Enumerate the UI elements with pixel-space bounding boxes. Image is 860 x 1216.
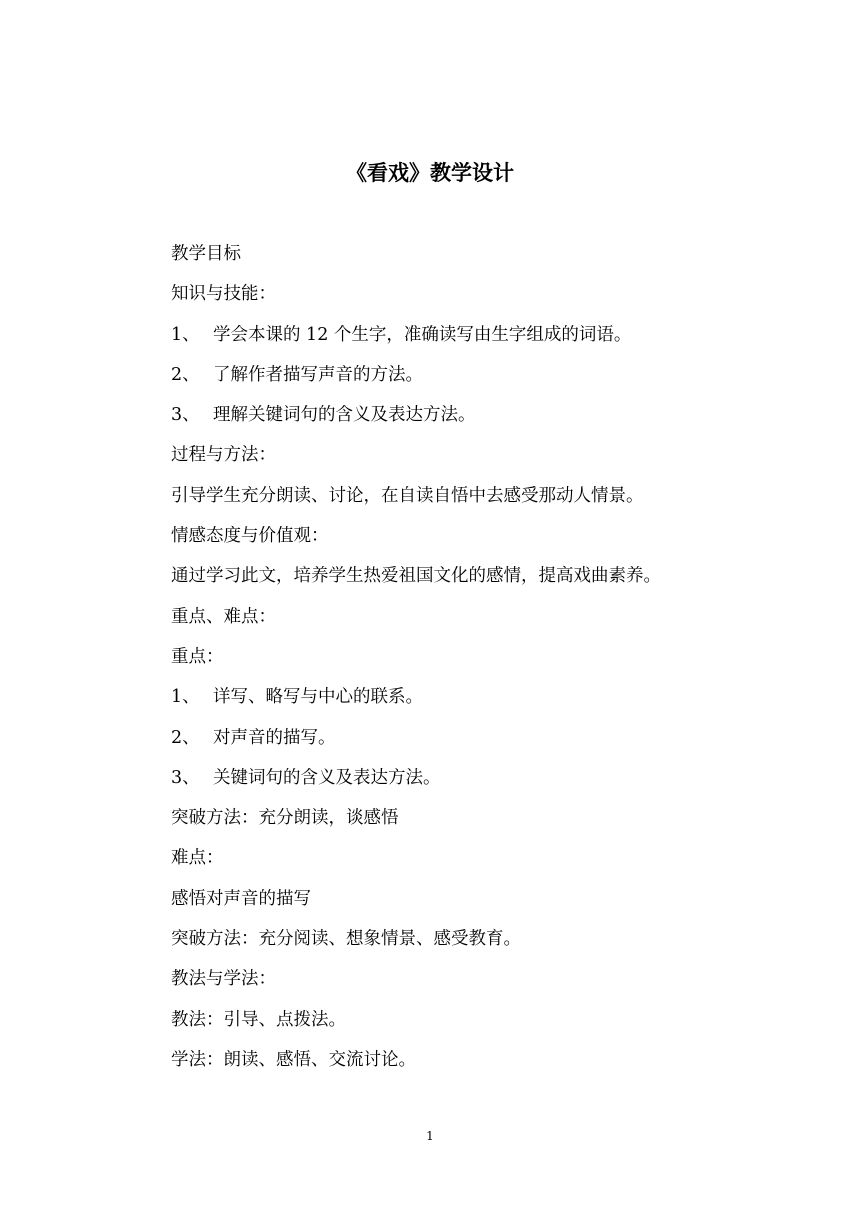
list-number: 3、 — [171, 767, 200, 788]
line-text: 教学目标 — [171, 244, 241, 264]
document-title: 《看戏》教学设计 — [346, 161, 514, 185]
subheading-difficulty — [171, 844, 771, 884]
paragraph — [171, 925, 771, 965]
list-number: 3、 — [171, 405, 200, 426]
list-number: 1、 — [171, 687, 200, 708]
paragraph — [171, 562, 771, 602]
line-text: 知识与技能： — [171, 284, 276, 305]
document-body — [171, 240, 771, 1086]
subheading-process-method — [171, 441, 771, 481]
list-item — [171, 683, 771, 723]
section-heading-objectives — [171, 240, 771, 280]
list-number: 1、 — [171, 324, 200, 345]
line-text: 对声音的描写。 — [213, 727, 336, 748]
line-text: 难点： — [171, 848, 224, 869]
subheading-emotion-values — [171, 522, 771, 562]
subheading-key-point — [171, 643, 771, 683]
line-text: 引导学生充分朗读、讨论，在自读自悟中去感受那动人情景。 — [171, 485, 644, 506]
list-item — [171, 401, 771, 441]
section-heading-methods — [171, 965, 771, 1005]
line-text: 感悟对声音的描写 — [171, 888, 311, 909]
list-item — [171, 361, 771, 401]
line-text: 重点： — [171, 646, 224, 667]
paragraph — [171, 482, 771, 522]
list-item — [171, 764, 771, 804]
line-text: 教法与学法： — [171, 969, 276, 990]
line-text: 突破方法：充分阅读、想象情景、感受教育。 — [171, 929, 521, 950]
list-item — [171, 724, 771, 764]
line-text: 学法：朗读、感悟、交流讨论。 — [171, 1049, 416, 1070]
list-number: 2、 — [171, 364, 200, 385]
line-text: 过程与方法： — [171, 445, 276, 466]
paragraph — [171, 885, 771, 925]
paragraph — [171, 1006, 771, 1046]
line-text: 学会本课的 12 个生字，准确读写由生字组成的词语。 — [213, 324, 632, 345]
line-text: 突破方法：充分朗读，谈感悟 — [171, 808, 399, 829]
line-text: 情感态度与价值观： — [171, 526, 329, 547]
line-text: 理解关键词句的含义及表达方法。 — [213, 405, 476, 426]
page-number: 1 — [426, 1129, 434, 1143]
section-heading-key-points — [171, 603, 771, 643]
paragraph — [171, 804, 771, 844]
line-text: 通过学习此文，培养学生热爱祖国文化的感情，提高戏曲素养。 — [171, 566, 661, 587]
list-number: 2、 — [171, 727, 200, 748]
paragraph — [171, 1046, 771, 1086]
line-text: 了解作者描写声音的方法。 — [213, 364, 423, 385]
line-text: 教法：引导、点拨法。 — [171, 1009, 346, 1030]
line-text: 重点、难点： — [171, 606, 276, 627]
line-text: 详写、略写与中心的联系。 — [213, 687, 423, 708]
subheading-knowledge-skills — [171, 280, 771, 320]
list-item — [171, 321, 771, 361]
line-text: 关键词句的含义及表达方法。 — [213, 767, 441, 788]
